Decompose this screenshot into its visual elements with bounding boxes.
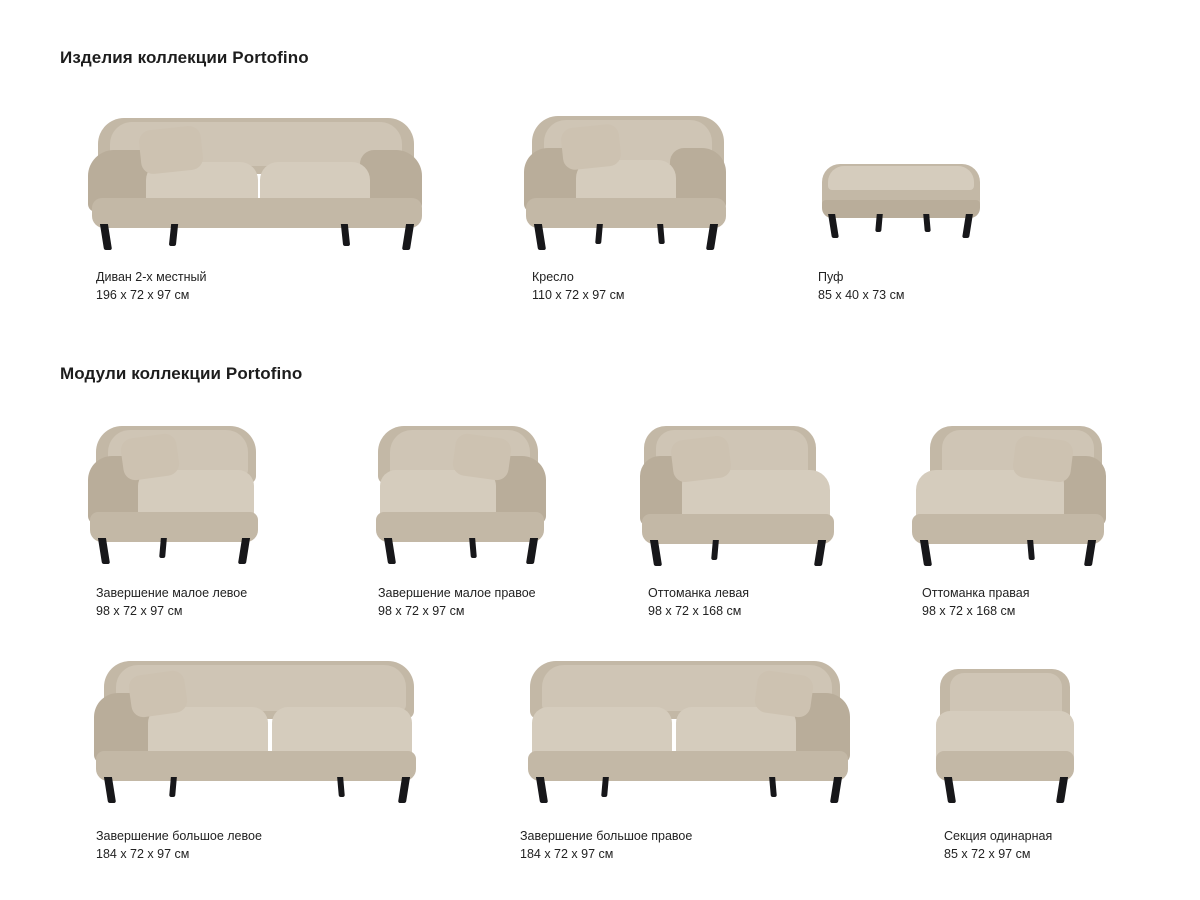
module-card-small-end-left — [60, 412, 350, 632]
section-title-products: Изделия коллекции Portofino — [60, 48, 309, 67]
section-title-modules: Модули коллекции Portofino — [60, 364, 303, 383]
ottoman-right-illustration — [900, 412, 1150, 562]
sofa-2seat-illustration — [60, 100, 440, 250]
small-end-right-illustration — [340, 412, 590, 562]
module-name: Секция одинарная — [944, 829, 1053, 843]
module-card-ottoman-left — [620, 412, 910, 632]
single-section-illustration — [910, 645, 1130, 805]
pouf-illustration — [790, 100, 1010, 250]
module-dims: 98 х 72 х 168 см — [922, 604, 1016, 618]
module-name: Завершение большое правое — [520, 829, 693, 843]
product-dims: 85 х 40 х 73 см — [818, 288, 905, 302]
module-card-single-section — [910, 645, 1170, 865]
module-card-small-end-right — [340, 412, 630, 632]
module-name: Завершение большое левое — [96, 829, 262, 843]
product-name: Пуф — [818, 270, 844, 284]
large-end-right-illustration — [490, 645, 890, 805]
module-name: Завершение малое правое — [378, 586, 536, 600]
product-dims: 196 х 72 х 97 см — [96, 288, 190, 302]
module-caption — [520, 827, 692, 863]
module-card-ottoman-right — [900, 412, 1190, 632]
module-name: Завершение малое левое — [96, 586, 248, 600]
product-name: Диван 2-х местный — [96, 270, 207, 284]
module-card-large-end-left — [60, 645, 480, 865]
product-card-armchair — [500, 100, 800, 310]
module-dims: 98 х 72 х 97 см — [378, 604, 465, 618]
module-caption — [96, 584, 247, 620]
module-name: Оттоманка левая — [648, 586, 750, 600]
product-caption — [532, 268, 624, 304]
product-caption — [818, 268, 904, 304]
module-caption — [378, 584, 536, 620]
small-end-left-illustration — [60, 412, 310, 562]
module-dims: 184 х 72 х 97 см — [520, 847, 614, 861]
product-caption — [96, 268, 207, 304]
module-caption — [944, 827, 1052, 863]
module-dims: 184 х 72 х 97 см — [96, 847, 190, 861]
module-caption — [96, 827, 262, 863]
module-name: Оттоманка правая — [922, 586, 1030, 600]
product-dims: 110 х 72 х 97 см — [532, 288, 625, 302]
module-dims: 85 х 72 х 97 см — [944, 847, 1031, 861]
module-caption — [922, 584, 1030, 620]
product-name: Кресло — [532, 270, 574, 284]
ottoman-left-illustration — [620, 412, 870, 562]
module-caption — [648, 584, 749, 620]
product-card-sofa-2seat — [60, 100, 480, 310]
module-dims: 98 х 72 х 97 см — [96, 604, 183, 618]
module-dims: 98 х 72 х 168 см — [648, 604, 742, 618]
product-card-pouf — [790, 100, 1050, 310]
large-end-left-illustration — [60, 645, 460, 805]
armchair-illustration — [500, 100, 760, 250]
module-card-large-end-right — [490, 645, 910, 865]
